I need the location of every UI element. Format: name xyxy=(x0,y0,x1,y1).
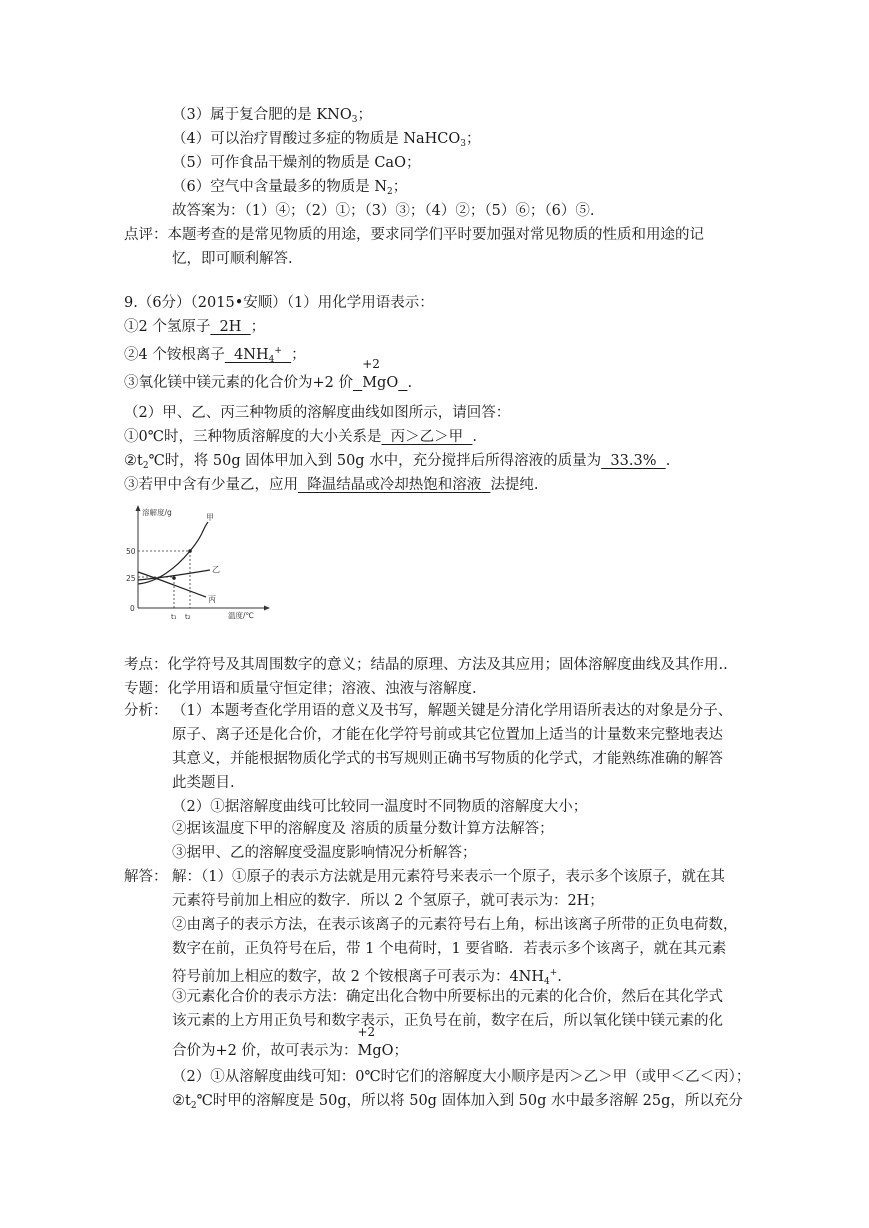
comment-line-2: 忆，即可顺利解答. xyxy=(172,251,293,267)
y-tick-label: 50 xyxy=(126,547,136,556)
fenxi-line-4: 此类题目. xyxy=(172,775,235,791)
answer-blank: $4NH_4^+$ xyxy=(224,346,282,365)
fenxi-line-3: 其意义，并能根据物质化学式的书写规则正确书写物质的化学式，才能熟练准确的解答 xyxy=(172,751,723,767)
kaodian: 考点：化学符号及其周围数字的意义；结晶的原理、方法及其应用；固体溶解度曲线及其作用.. xyxy=(124,657,728,673)
question-9-item-1: ①2 个氢原子 2H ； xyxy=(124,319,266,335)
y-tick-label: 25 xyxy=(126,574,136,583)
solution-line-6: ③元素化合价的表示方法：确定出化合物中所要标出的元素的化合价，然后在其化学式 xyxy=(172,989,723,1005)
question-9-header: 9.（6分）（2015•安顺）（1）用化学用语表示： xyxy=(124,295,434,311)
y-axis-arrow xyxy=(136,505,141,511)
answer-blank: 降温结晶或冷却热饱和溶液 xyxy=(298,477,491,493)
solution-line-3: ②由离子的表示方法，在表示该离子的元素符号右上角，标出该离子所带的正负电荷数， xyxy=(172,917,738,933)
solution-line-4: 数字在前，正负符号在后，带 1 个电荷时，1 要省略．若表示多个该离子，就在其元素 xyxy=(172,941,727,957)
fenxi-line-2: 原子、离子还是化合价，才能在化学符号前或其它位置加上适当的计量数来完整地表达 xyxy=(172,727,723,743)
question-9-item-2: ②4 个铵根离子 $4NH_4^+$ ； xyxy=(124,346,306,365)
answer-3: （3）属于复合肥的是 $KNO_3$； xyxy=(172,107,372,125)
fenxi-line-6: ②据该温度下甲的溶解度及 溶质的质量分数计算方法解答； xyxy=(172,821,554,837)
answer-blank: 2H xyxy=(210,319,251,335)
intersection-point xyxy=(188,549,192,553)
answer-4: （4）可以治疗胃酸过多症的物质是 NaHCO$_3$； xyxy=(172,131,481,149)
solution-line-7: 该元素的上方用正负号和数字表示，正负号在前，数字在后，所以氧化镁中镁元素的化 xyxy=(172,1013,723,1029)
series-label-yi: 乙 xyxy=(212,565,220,574)
question-9-part2-item-1: ①0℃时，三种物质溶解度的大小关系是 丙＞乙＞甲 . xyxy=(124,429,477,445)
fenxi-line-7: ③据甲、乙的溶解度受温度影响情况分析解答； xyxy=(172,845,477,861)
zhuanti: 专题：化学用语和质量守恒定律；溶液、浊液与溶解度. xyxy=(124,681,477,697)
x-tick-label: t₁ xyxy=(171,613,177,621)
solution-line-8: 合价为+2 价，故可表示为： +2 MgO； xyxy=(172,1040,408,1062)
valence-notation: +2 MgO xyxy=(357,1025,394,1059)
comment-line-1: 点评：本题考查的是常见物质的用途，要求同学们平时要加强对常见物质的性质和用途的记 xyxy=(124,227,704,243)
intersection-point xyxy=(172,576,176,580)
solution-line-10: $②t_2℃$时甲的溶解度是 50g，所以将 50g 固体加入到 50g 水中最多溶解 25g，所以充分 xyxy=(172,1093,743,1111)
y-tick-label: 0 xyxy=(130,604,135,613)
answer-blank xyxy=(353,357,407,391)
final-answers: 故答案为：（1）④；（2）①；（3）③；（4）②；（5）⑥；（6）⑤. xyxy=(172,203,595,219)
y-axis-label: 溶解度/g xyxy=(142,508,172,517)
fenxi-line-1: （1）本题考查化学用语的意义及书写，解题关键是分清化学用语所表达的对象是分子、 xyxy=(172,703,733,719)
solution-line-5: 符号前加上相应的数字，故 2 个铵根离子可表示为：$4NH_4^+$. xyxy=(172,968,562,987)
solubility-chart xyxy=(116,500,276,630)
series-label-jia: 甲 xyxy=(206,513,214,522)
x-axis-label: 温度/℃ xyxy=(228,611,254,620)
fenxi-label: 分析： xyxy=(124,703,168,719)
x-axis-arrow xyxy=(264,606,270,611)
solution-line-2: 元素符号前加上相应的数字．所以 2 个氢原子，就可表示为：2H； xyxy=(172,893,604,909)
question-9-part2-item-2: $②t_2℃$时，将 50g 固体甲加入到 50g 水中，充分搅拌后所得溶液的质量为 33.3% . xyxy=(124,453,671,471)
answer-blank: 33.3% xyxy=(601,453,666,469)
solution-line-9: （2）①从溶解度曲线可知：0℃时它们的溶解度大小顺序是丙＞乙＞甲（或甲＜乙＜丙）； xyxy=(172,1069,751,1085)
answer-blank: 丙＞乙＞甲 xyxy=(381,429,473,445)
question-9-part2-header: （2）甲、乙、丙三种物质的溶解度曲线如图所示，请回答： xyxy=(124,405,511,421)
question-9-part2-item-3: ③若甲中含有少量乙，应用 降温结晶或冷却热饱和溶液 法提纯. xyxy=(124,477,539,493)
answer-5: （5）可作食品干燥剂的物质是 CaO； xyxy=(172,155,421,171)
fenxi-line-5: （2）①据溶解度曲线可比较同一温度时不同物质的溶解度大小； xyxy=(172,799,588,815)
solution-line-1: 解：（1）①原子的表示方法就是用元素符号来表示一个原子，表示多个该原子，就在其 xyxy=(172,869,725,885)
series-label-bing: 丙 xyxy=(208,595,216,604)
series-line-jia xyxy=(138,522,208,584)
question-9-item-3: ③氧化镁中镁元素的化合价为+2 价 +2 MgO . xyxy=(124,372,412,394)
solution-label: 解答： xyxy=(124,869,168,885)
answer-6: （6）空气中含量最多的物质是 $N_2$； xyxy=(172,179,408,197)
x-tick-label: t₂ xyxy=(185,613,191,621)
valence-notation: +2 MgO xyxy=(362,357,399,391)
